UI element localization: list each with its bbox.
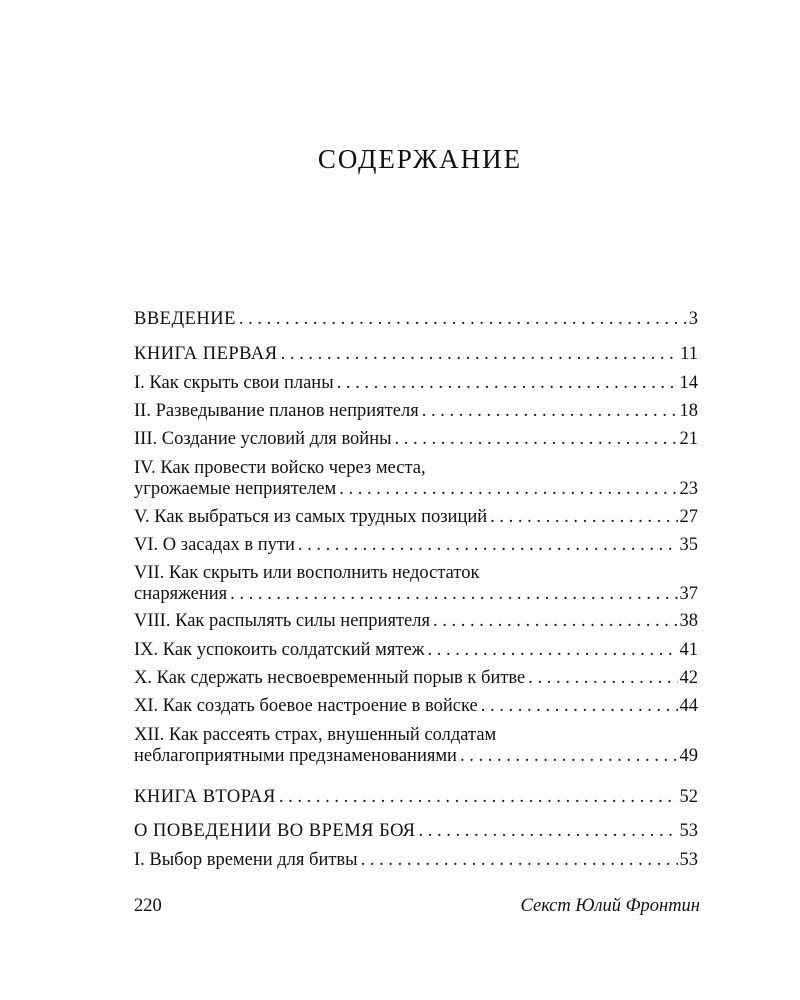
page-footer — [134, 896, 700, 917]
footer-author: Секст Юлий Фронтин — [520, 896, 700, 916]
toc-entry-label-line1: VII. Как скрыть или восполнить недостаток — [134, 563, 480, 583]
toc-page-number: 44 — [679, 696, 698, 716]
toc-entry-chapter — [134, 850, 698, 871]
dot-leader — [281, 344, 679, 365]
toc-page-number: 53 — [679, 850, 698, 870]
toc-entry-label: V. Как выбраться из самых трудных позиций — [134, 507, 488, 527]
toc-entry-label: VIII. Как распылять силы неприятеля — [134, 611, 431, 631]
toc-page-number: 27 — [679, 507, 698, 527]
toc-entry-label: угрожаемые неприятелем — [134, 479, 337, 499]
toc-entry-label: XI. Как создать боевое настроение в войске — [134, 696, 478, 716]
dot-leader — [337, 373, 678, 394]
toc-entry-label: I. Как скрыть свои планы — [134, 373, 334, 393]
toc-entry-chapter — [134, 429, 698, 450]
toc-entry-chapter — [134, 696, 698, 717]
toc-page-number: 3 — [688, 309, 698, 329]
toc-entry-chapter — [134, 563, 698, 605]
toc-entry-label: III. Создание условий для войны — [134, 429, 392, 449]
dot-leader — [230, 584, 677, 605]
toc-entry-label: неблагоприятными предзнаменованиями — [134, 746, 457, 766]
toc-page-number: 42 — [679, 668, 698, 688]
dot-leader — [239, 309, 687, 330]
dot-leader — [339, 479, 677, 500]
toc-entry-book-two — [134, 787, 698, 808]
toc-page-number: 11 — [680, 344, 698, 364]
dot-leader — [419, 821, 678, 842]
toc-page-number: 14 — [679, 373, 698, 393]
toc-page-number: 23 — [679, 479, 698, 499]
toc-entry-label: О ПОВЕДЕНИИ ВО ВРЕМЯ БОЯ — [134, 821, 416, 841]
toc-page-number: 41 — [679, 640, 698, 660]
toc-entry-label: снаряжения — [134, 584, 228, 604]
toc-entry-chapter — [134, 401, 698, 422]
toc-entry-introduction — [134, 309, 698, 330]
toc-entry-label: II. Разведывание планов неприятеля — [134, 401, 419, 421]
page-title: СОДЕРЖАНИЕ — [317, 144, 523, 174]
dot-leader — [361, 850, 678, 871]
dot-leader — [427, 640, 677, 661]
toc-page-number: 53 — [679, 821, 698, 841]
dot-leader — [298, 535, 678, 556]
toc-entry-label: VI. О засадах в пути — [134, 535, 295, 555]
toc-page-number: 35 — [679, 535, 698, 555]
toc-entry-label-line1: IV. Как провести войско через места, — [134, 458, 426, 478]
toc-page-number: 38 — [679, 611, 698, 631]
toc-entry-label: КНИГА ПЕРВАЯ — [134, 344, 278, 364]
dot-leader — [528, 668, 677, 689]
toc-entry-label: X. Как сдержать несвоевременный порыв к битве — [134, 668, 526, 688]
dot-leader — [460, 746, 678, 767]
toc-entry-chapter — [134, 373, 698, 394]
toc-entry-chapter — [134, 725, 698, 767]
toc-entry-section — [134, 821, 698, 842]
dot-leader — [395, 429, 678, 450]
toc-entry-label: I. Выбор времени для битвы — [134, 850, 358, 870]
toc-page-number: 18 — [679, 401, 698, 421]
toc-entry-label: IX. Как успокоить солдатский мятеж — [134, 640, 425, 660]
dot-leader — [279, 787, 678, 808]
toc-page-number: 21 — [679, 429, 698, 449]
toc-entry-chapter — [134, 668, 698, 689]
toc-page-number: 52 — [679, 787, 698, 807]
dot-leader — [490, 507, 677, 528]
toc-entry-chapter — [134, 535, 698, 556]
toc-entry-label-line1: XII. Как рассеять страх, внушенный солдатам — [134, 725, 497, 745]
toc-entry-chapter — [134, 611, 698, 632]
toc-entry-book-one — [134, 344, 698, 365]
toc-entry-chapter — [134, 640, 698, 661]
dot-leader — [422, 401, 678, 422]
toc-entry-chapter — [134, 507, 698, 528]
toc-entry-chapter — [134, 458, 698, 500]
footer-page-number: 220 — [134, 896, 162, 916]
toc-entry-label: ВВЕДЕНИЕ — [134, 309, 236, 329]
toc-entry-label: КНИГА ВТОРАЯ — [134, 787, 276, 807]
toc-page-number: 37 — [679, 584, 698, 604]
dot-leader — [433, 611, 677, 632]
dot-leader — [481, 696, 678, 717]
toc-page-number: 49 — [679, 746, 698, 766]
